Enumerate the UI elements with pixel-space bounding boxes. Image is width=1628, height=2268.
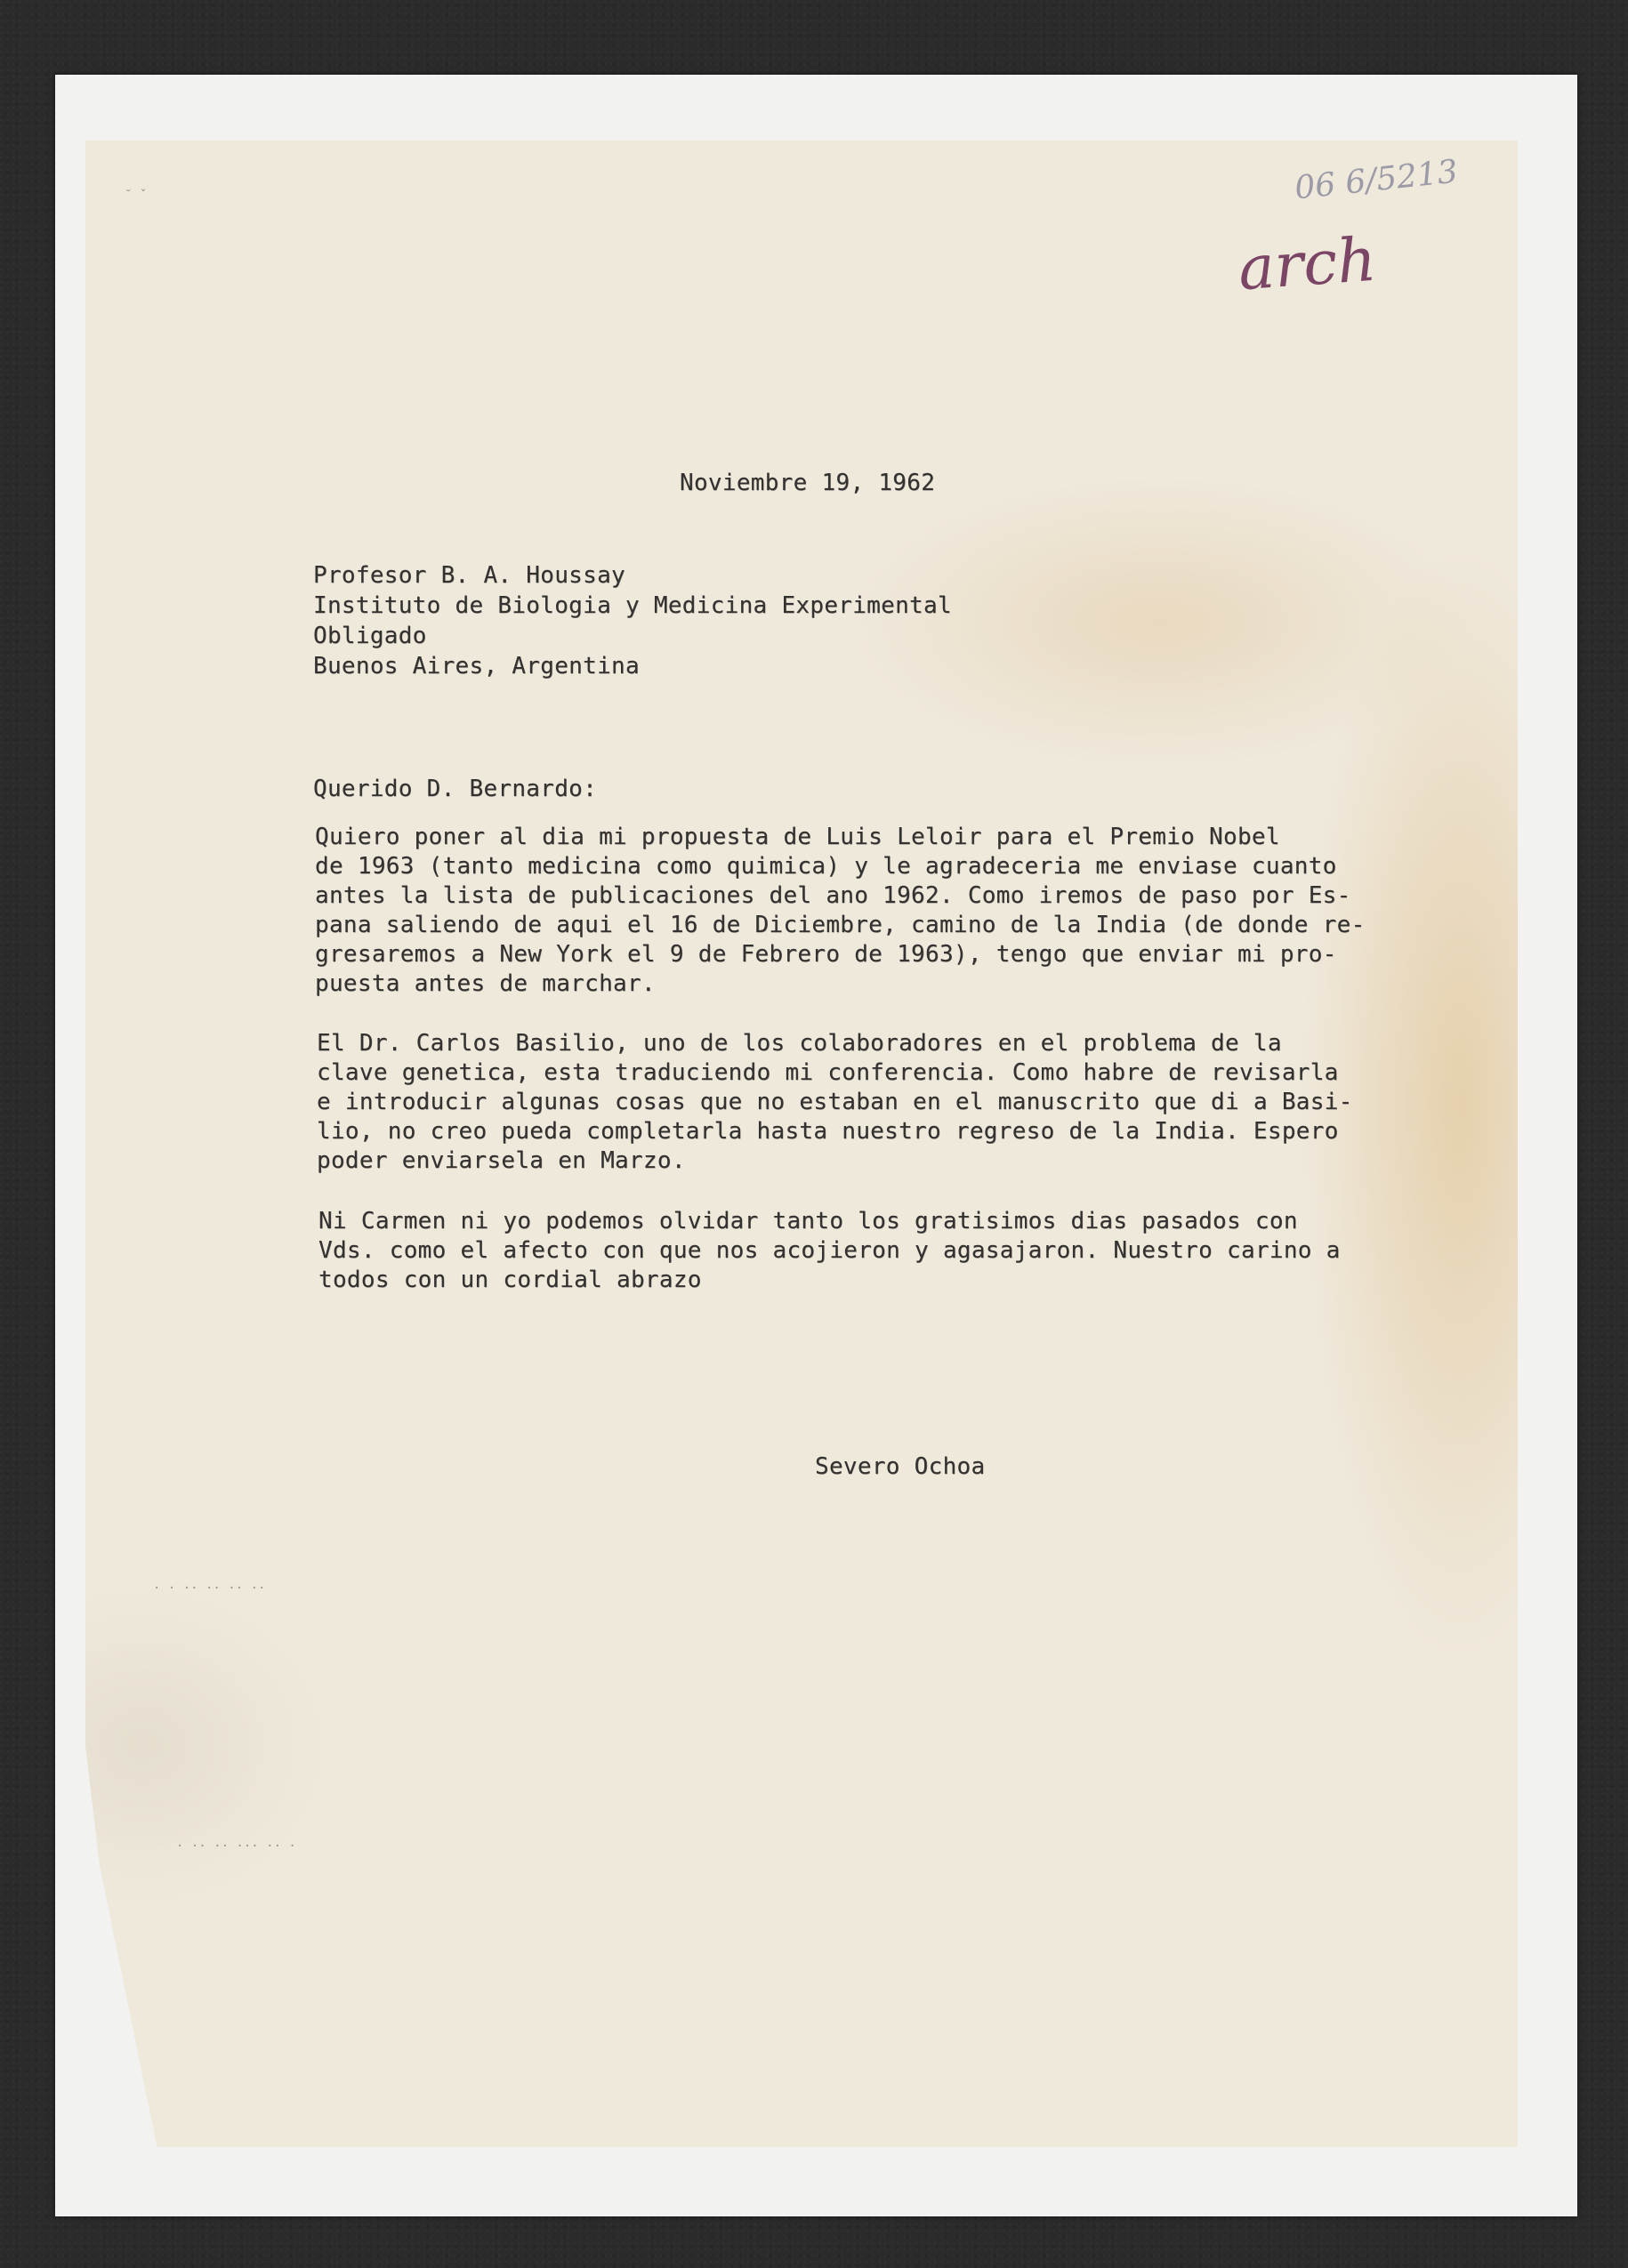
- paragraph-line: lio, no creo pueda completarla hasta nuestro regreso de la India. Espero: [317, 1118, 1339, 1145]
- paragraph-line: de 1963 (tanto medicina como quimica) y le agradeceria me enviase cuanto: [315, 853, 1337, 880]
- salutation: Querido D. Bernardo:: [313, 776, 598, 802]
- paragraph-line: puesta antes de marchar.: [315, 970, 656, 997]
- handwritten-arch-note: arch: [1236, 224, 1379, 305]
- paragraph-line: gresaremos a New York el 9 de Febrero de 1963), tengo que enviar mi pro-: [315, 941, 1337, 968]
- paragraph-line: pana saliendo de aqui el 16 de Diciembre, camino de la India (de donde re-: [315, 912, 1366, 938]
- letter-date: Noviembre 19, 1962: [680, 470, 936, 496]
- paragraph-line: Ni Carmen ni yo podemos olvidar tanto los gratisimos dias pasados con: [318, 1208, 1298, 1235]
- address-line: Buenos Aires, Argentina: [313, 653, 640, 680]
- archive-number: 06 6/5213: [1293, 153, 1460, 207]
- paper-mark: ˘ ˇ: [125, 189, 148, 203]
- signature: Severo Ochoa: [815, 1453, 986, 1480]
- address-line: Instituto de Biologia y Medicina Experimental: [313, 592, 952, 619]
- paragraph-line: Vds. como el afecto con que nos acojieron y agasajaron. Nuestro carino a: [318, 1237, 1341, 1264]
- paragraph-line: antes la lista de publicaciones del ano 1962. Como iremos de paso por Es-: [315, 882, 1351, 909]
- paragraph-line: e introducir algunas cosas que no estaban en el manuscrito que di a Basi-: [317, 1089, 1353, 1115]
- paragraph-line: poder enviarsela en Marzo.: [317, 1147, 686, 1174]
- paragraph-line: Quiero poner al dia mi propuesta de Luis Leloir para el Premio Nobel: [315, 824, 1280, 850]
- paper-mark: · ·· ·· ··· ·· ·: [176, 1839, 296, 1854]
- paragraph-line: El Dr. Carlos Basilio, uno de los colaboradores en el problema de la: [317, 1030, 1282, 1057]
- address-line: Profesor B. A. Houssay: [313, 562, 625, 589]
- paper-mark: · · ·· ·· ·· ··: [153, 1581, 266, 1596]
- paragraph-line: todos con un cordial abrazo: [318, 1267, 702, 1293]
- paragraph-line: clave genetica, esta traduciendo mi conferencia. Como habre de revisarla: [317, 1059, 1339, 1086]
- address-line: Obligado: [313, 623, 427, 649]
